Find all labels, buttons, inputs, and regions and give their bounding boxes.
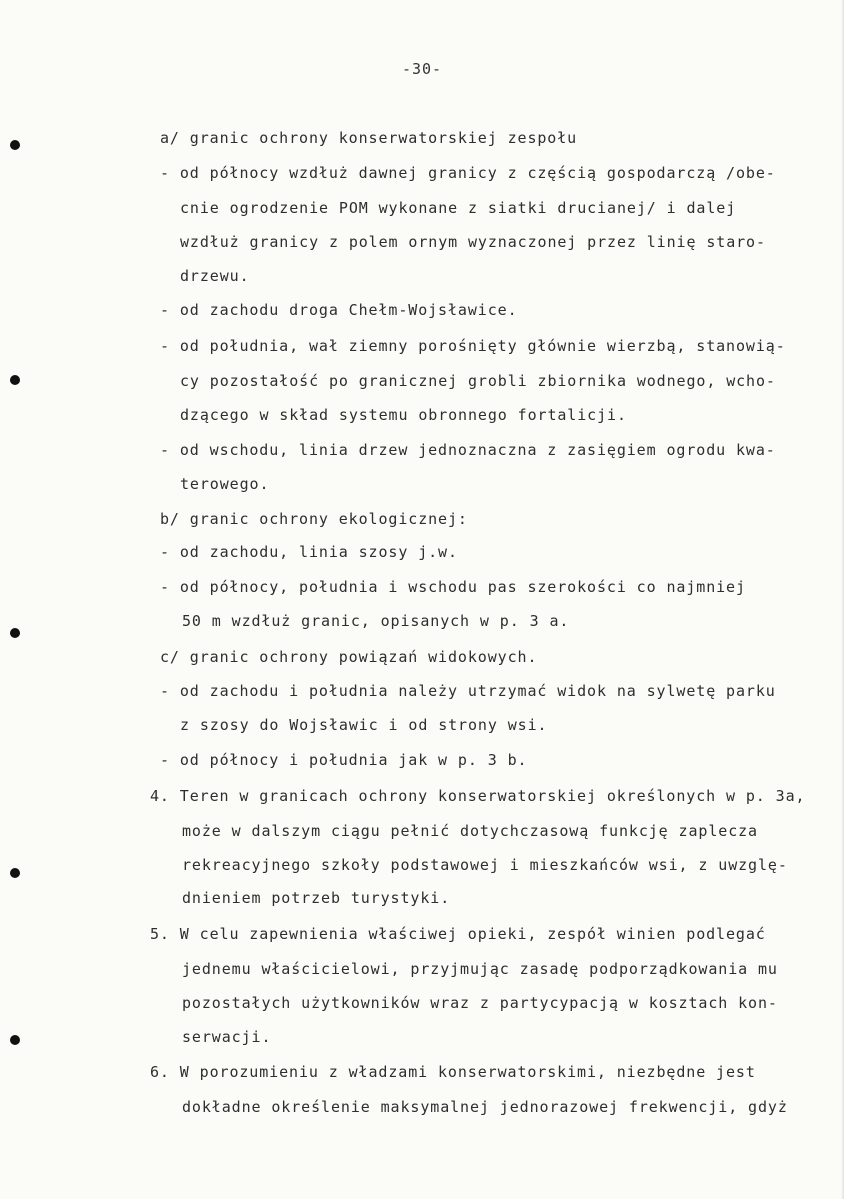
text-line: dnieniem potrzeb turystyki. <box>182 889 451 907</box>
text-line: b/ granic ochrony ekologicznej: <box>160 510 468 528</box>
text-line: może w dalszym ciągu pełnić dotychczasową funkcję zaplecza <box>182 822 758 840</box>
punch-hole <box>10 868 20 878</box>
text-line: 6. W porozumieniu z władzami konserwatorskimi, niezbędne jest <box>150 1063 756 1081</box>
text-line: cy pozostałość po granicznej grobli zbiornika wodnego, wcho- <box>180 372 776 390</box>
text-line: dokładne określenie maksymalnej jednorazowej frekwencji, gdyż <box>182 1098 788 1116</box>
text-line: - od południa, wał ziemny porośnięty głównie wierzbą, stanowią- <box>160 337 786 355</box>
text-line: - od wschodu, linia drzew jednoznaczna z zasięgiem ogrodu kwa- <box>160 441 776 459</box>
text-line: dzącego w skład systemu obronnego fortalicji. <box>180 406 627 424</box>
text-line: - od północy wzdłuż dawnej granicy z częścią gospodarczą /obe- <box>160 164 776 182</box>
text-line: 4. Teren w granicach ochrony konserwatorskiej określonych w p. 3a, <box>150 787 806 805</box>
text-line: - od północy, południa i wschodu pas szerokości co najmniej <box>160 578 746 596</box>
text-line: rekreacyjnego szkoły podstawowej i mieszkańców wsi, z uwzglę- <box>182 856 788 874</box>
page-number: -30- <box>401 60 443 78</box>
text-line: - od północy i południa jak w p. 3 b. <box>160 751 528 769</box>
punch-hole <box>10 1035 20 1045</box>
text-line: c/ granic ochrony powiązań widokowych. <box>160 648 538 666</box>
text-line: a/ granic ochrony konserwatorskiej zespołu <box>160 129 578 147</box>
text-line: 50 m wzdłuż granic, opisanych w p. 3 a. <box>182 612 570 630</box>
punch-hole <box>10 628 20 638</box>
text-line: cnie ogrodzenie POM wykonane z siatki drucianej/ i dalej <box>180 199 737 217</box>
text-line: - od zachodu i południa należy utrzymać widok na sylwetę parku <box>160 682 776 700</box>
text-line: - od zachodu droga Chełm-Wojsławice. <box>160 301 518 319</box>
text-line: serwacji. <box>182 1028 272 1046</box>
punch-hole <box>10 140 20 150</box>
text-line: - od zachodu, linia szosy j.w. <box>160 543 458 561</box>
text-line: wzdłuż granicy z polem ornym wyznaczonej przez linię staro- <box>180 233 766 251</box>
text-line: pozostałych użytkowników wraz z partycypacją w kosztach kon- <box>182 994 778 1012</box>
text-line: z szosy do Wojsławic i od strony wsi. <box>180 716 548 734</box>
text-line: drzewu. <box>180 267 250 285</box>
punch-hole <box>10 375 20 385</box>
text-line: 5. W celu zapewnienia właściwej opieki, zespół winien podlegać <box>150 925 766 943</box>
text-line: jednemu właścicielowi, przyjmując zasadę podporządkowania mu <box>182 960 778 978</box>
text-line: terowego. <box>180 475 270 493</box>
